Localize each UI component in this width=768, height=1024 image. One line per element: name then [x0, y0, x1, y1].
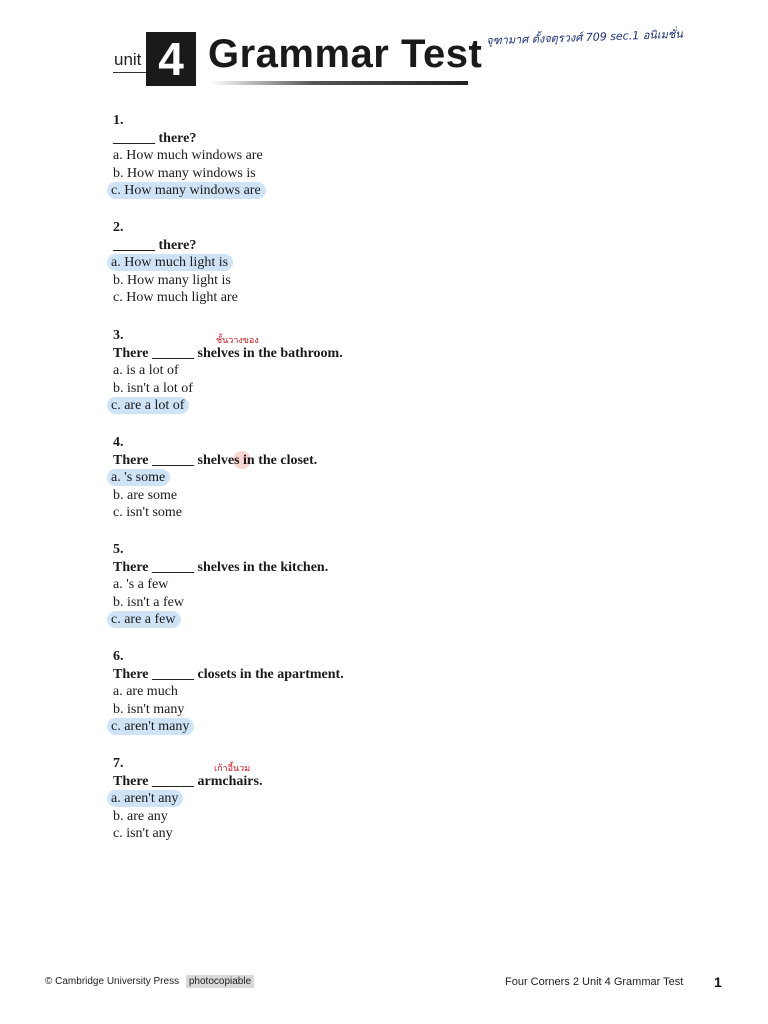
option-a-selected[interactable]: a. aren't any [108, 791, 182, 806]
handwritten-note-q7: เก้าอี้นวม [214, 764, 251, 774]
question-stem: ______ there? [113, 130, 197, 146]
option-b[interactable]: b. How many light is [113, 272, 231, 288]
page-number: 1 [714, 974, 722, 990]
question-stem: There ______ shelves in the closet. [113, 452, 318, 468]
option-b[interactable]: b. are some [113, 487, 178, 503]
question-3 [113, 327, 343, 415]
question-number: 6. [113, 649, 124, 664]
question-number: 4. [113, 435, 124, 450]
question-stem: There ______ armchairs. [113, 773, 263, 789]
footer-course-info: Four Corners 2 Unit 4 Grammar Test [505, 976, 684, 988]
option-c-selected[interactable]: c. are a few [108, 612, 180, 627]
page-title: Grammar Test [208, 32, 483, 76]
option-a[interactable]: a. How much windows are [113, 148, 263, 164]
question-number: 7. [113, 756, 124, 771]
question-stem: There ______ closets in the apartment. [113, 666, 344, 682]
copyright-text: © Cambridge University Press [45, 976, 180, 987]
option-c-selected[interactable]: c. aren't many [108, 719, 193, 734]
question-2 [113, 219, 238, 307]
option-c[interactable]: c. How much light are [113, 290, 238, 306]
option-a[interactable]: a. are much [113, 684, 178, 700]
question-1 [113, 112, 265, 200]
question-number: 2. [113, 220, 124, 235]
option-b[interactable]: b. isn't a lot of [113, 380, 193, 396]
option-a[interactable]: a. is a lot of [113, 363, 179, 379]
option-c[interactable]: c. isn't any [113, 826, 173, 842]
option-b[interactable]: b. isn't a few [113, 594, 184, 610]
question-number: 3. [113, 328, 124, 343]
option-c-selected[interactable]: c. are a lot of [108, 398, 188, 413]
question-4 [113, 434, 317, 522]
handwritten-student-info: จุฑามาศ ตั้งจตุรวงศ์ 709 sec.1 อนิเมชั่น [485, 27, 684, 48]
option-b[interactable]: b. are any [113, 808, 168, 824]
question-stem: ______ there? [113, 237, 197, 253]
question-7 [113, 755, 262, 843]
question-stem: There ______ shelves in the bathroom. [113, 345, 343, 361]
handwritten-note-q3: ชั้นวางของ [216, 336, 259, 346]
question-number: 5. [113, 542, 124, 557]
option-a-selected[interactable]: a. 's some [108, 470, 169, 485]
option-b[interactable]: b. isn't many [113, 701, 185, 717]
photocopiable-badge: photocopiable [186, 975, 254, 988]
option-c[interactable]: c. isn't some [113, 505, 183, 521]
question-stem: There ______ shelves in the kitchen. [113, 559, 329, 575]
question-number: 1. [113, 113, 124, 128]
footer-copyright-group [45, 976, 254, 987]
question-6 [113, 648, 344, 736]
question-5 [113, 541, 328, 629]
title-rule [210, 81, 468, 85]
option-a-selected[interactable]: a. How much light is [108, 255, 232, 270]
option-b[interactable]: b. How many windows is [113, 165, 256, 181]
unit-number-badge: 4 [146, 32, 196, 86]
unit-underline [113, 72, 148, 73]
option-a[interactable]: a. 's a few [113, 577, 169, 593]
option-c-selected[interactable]: c. How many windows are [108, 183, 265, 198]
unit-label: unit [114, 50, 142, 69]
